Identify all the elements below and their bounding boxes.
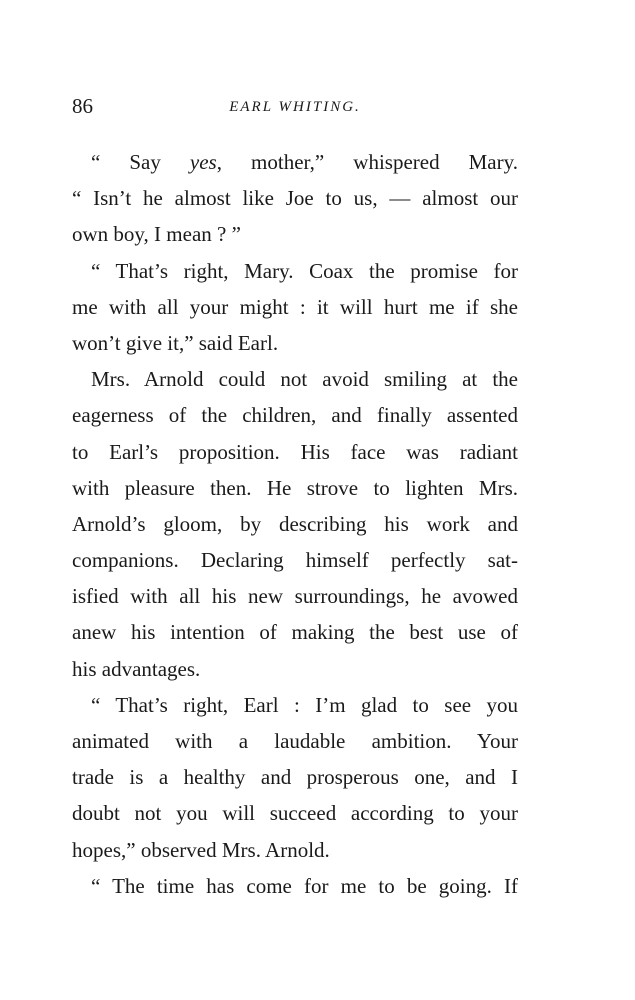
text-line: eagerness of the children, and finally assented [72,403,518,428]
text-line: animated with a laudable ambition. Your [72,729,518,753]
text-line: hopes,” observed Mrs. Arnold. [72,837,330,862]
running-title: EARL WHITING. [229,99,361,115]
page-header [72,92,518,122]
text-line: his advantages. [72,656,201,681]
text-line: anew his intention of making the best use of [72,620,518,645]
text-line: companions. Declaring himself perfectly sat- [72,548,518,573]
text-line: Arnold’s gloom, by describing his work and [72,511,518,536]
text-line: own boy, I mean ? ” [72,222,241,247]
text-line: “ That’s right, Mary. Coax the promise for [91,258,518,283]
text-line [72,144,518,180]
text-line: “ The time has come for me to be going. If [91,873,518,898]
text-line: Mrs. Arnold could not avoid smiling at the [91,367,518,392]
text-line: me with all your might : it will hurt me if she [72,294,518,319]
text-line: won’t give it,” said Earl. [72,330,279,355]
text-line: “ That’s right, Earl : I’m glad to see you [91,692,518,717]
body-text [72,144,518,904]
text-line: trade is a healthy and prosperous one, and I [72,765,518,790]
text-segment: “ Say [91,150,190,174]
page-number: 86 [72,94,93,118]
text-line: with pleasure then. He strove to lighten Mrs. [72,475,518,500]
text-line: “ Isn’t he almost like Joe to us, — almost our [72,186,518,211]
text-line: to Earl’s proposition. His face was radiant [72,439,518,464]
text-segment: , mother,” whispered Mary. [216,150,518,174]
emphasized-word: yes [189,150,217,174]
text-line: isfied with all his new surroundings, he avowed [72,584,518,609]
text-line: doubt not you will succeed according to your [72,801,518,826]
